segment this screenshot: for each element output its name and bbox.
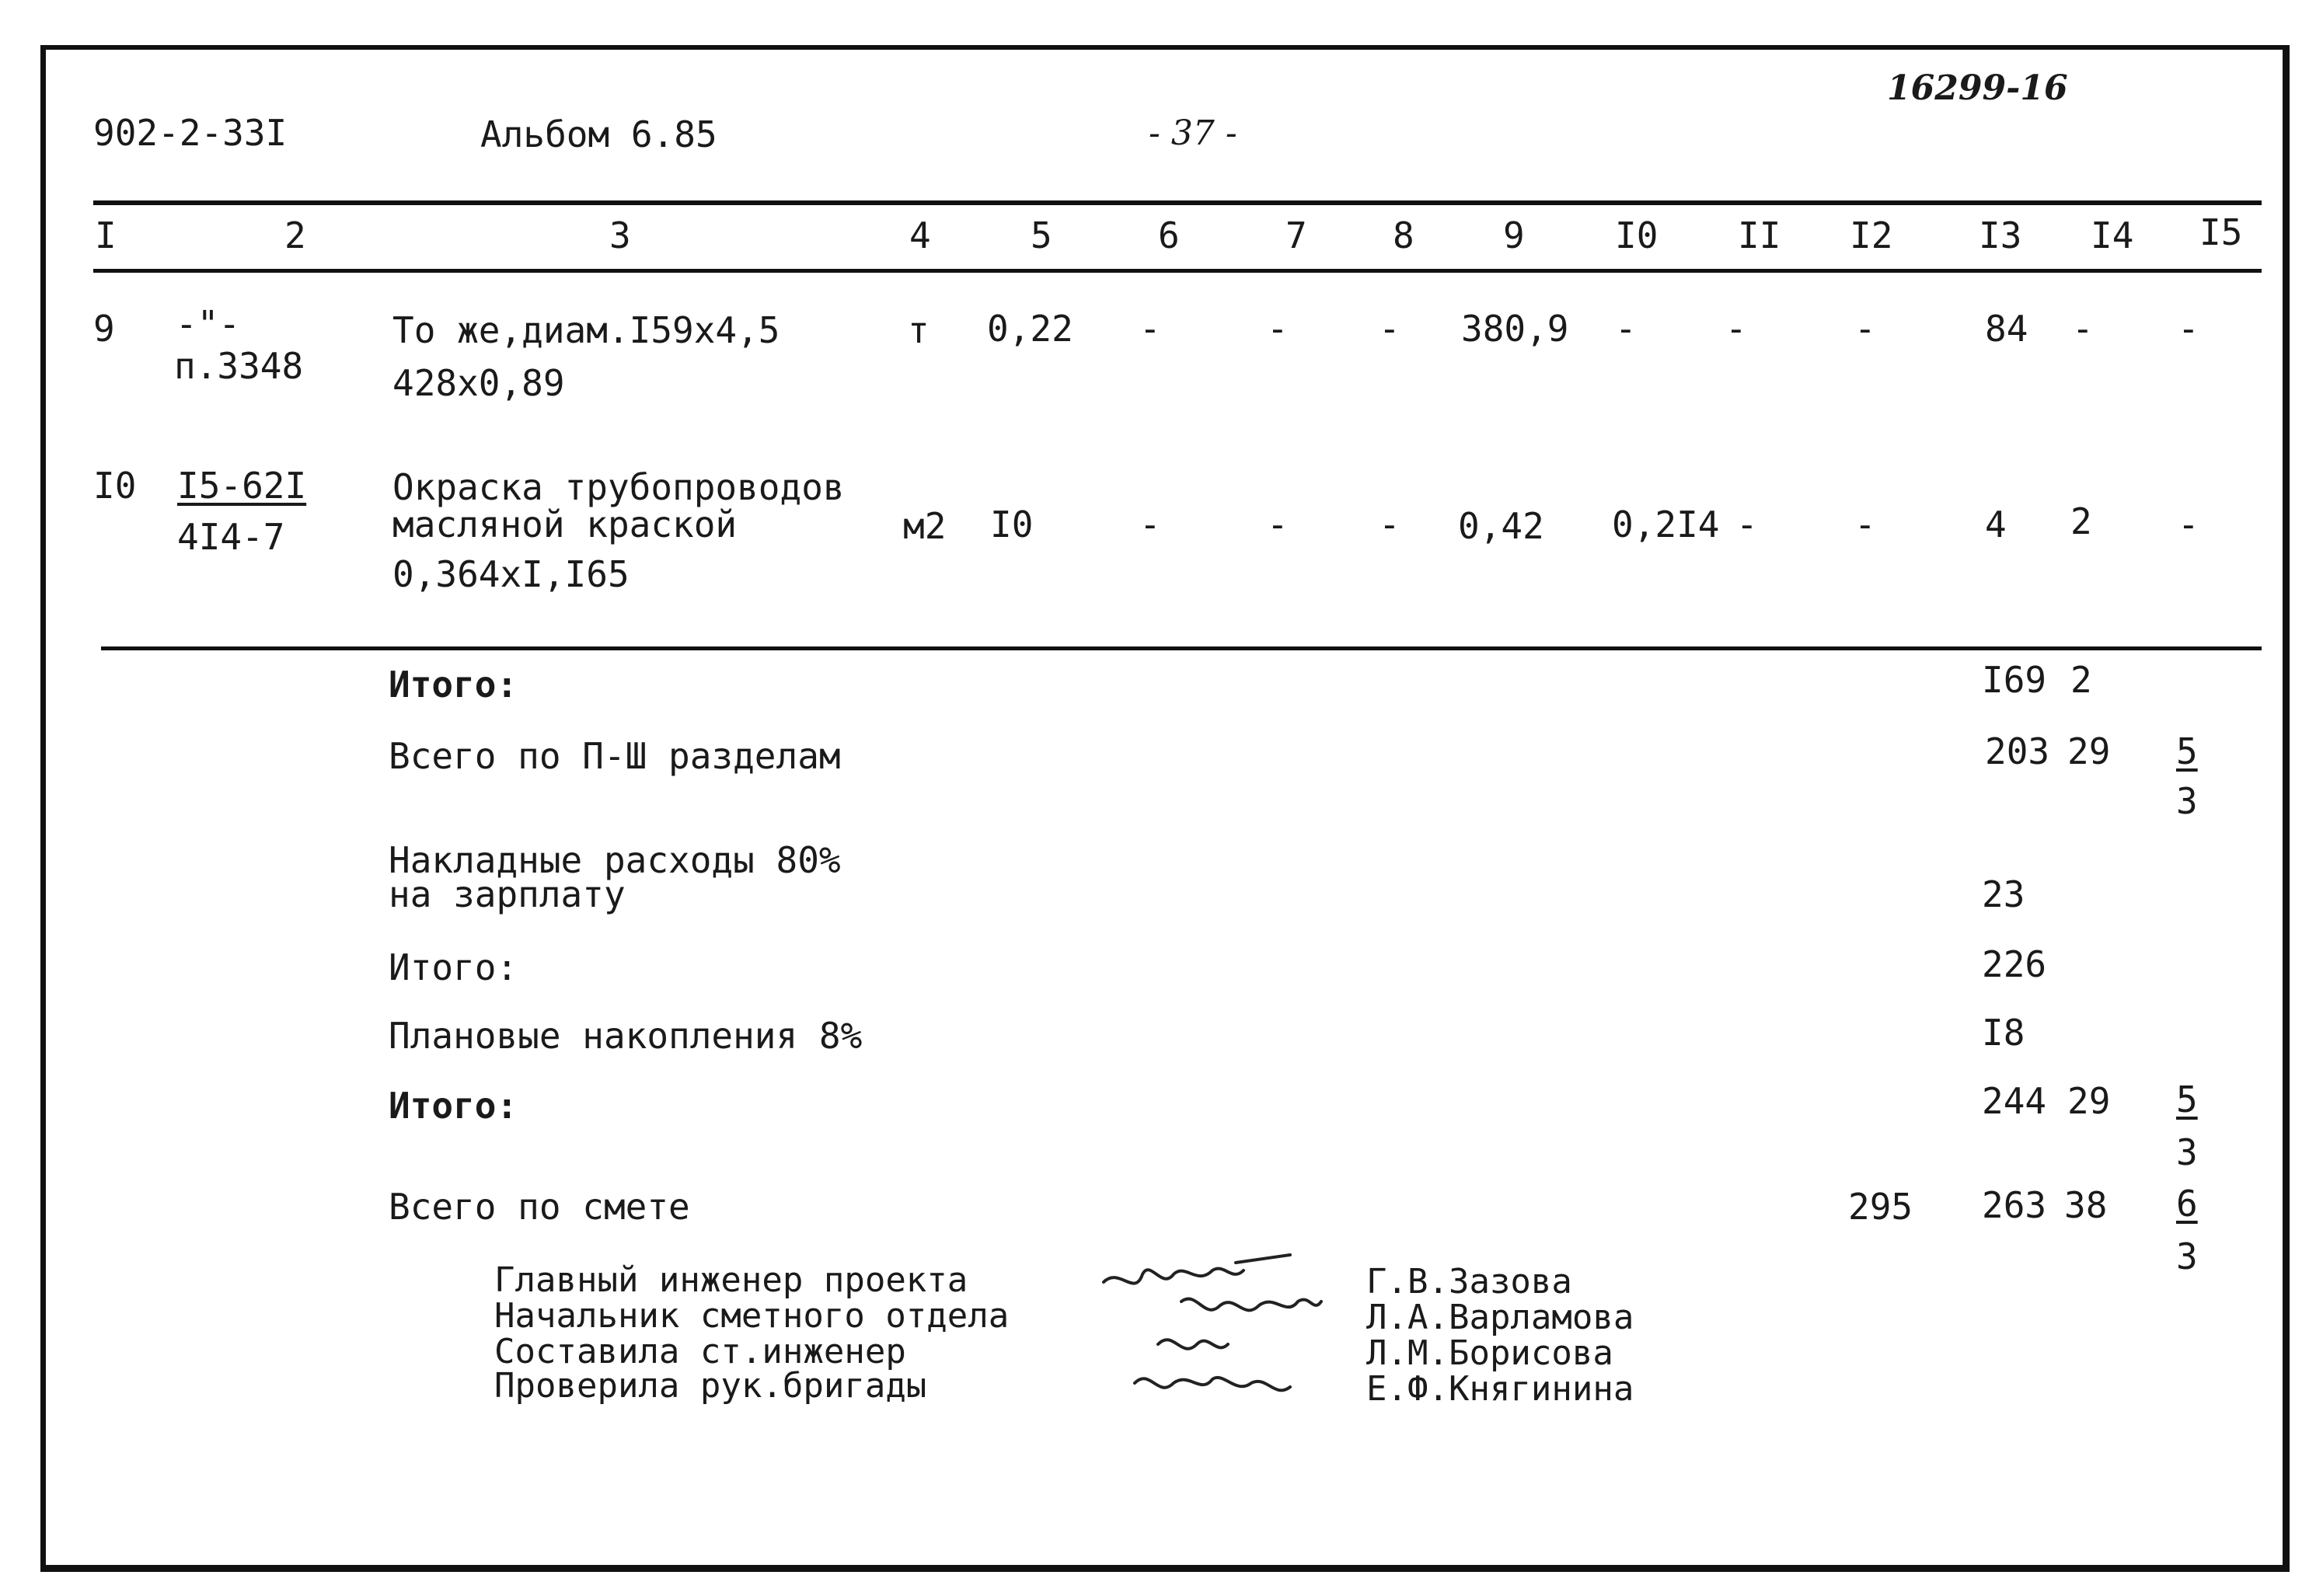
overhead-label-line-2: на зарплату xyxy=(389,873,626,915)
signature-role: Главный инженер проекта xyxy=(494,1260,968,1300)
col-header-1: I xyxy=(95,214,117,256)
planned-savings-c13: I8 xyxy=(1982,1012,2025,1054)
row-c5: 0,22 xyxy=(987,308,1073,350)
total-c13: 244 xyxy=(1982,1080,2047,1122)
total-c14: 29 xyxy=(2067,1080,2111,1122)
signature-name: Е.Ф.Княгинина xyxy=(1366,1369,1634,1409)
col-header-13: I3 xyxy=(1979,214,2022,256)
total-c13: 203 xyxy=(1985,730,2050,772)
total-c14: 2 xyxy=(2070,659,2092,701)
row-desc-line-3: 0,364xI,I65 xyxy=(392,553,630,595)
row-c13: 84 xyxy=(1985,308,2028,350)
col-header-15: I5 xyxy=(2199,211,2243,253)
total-c15-top: 5 xyxy=(2176,730,2198,772)
row-c12: - xyxy=(1854,504,1876,545)
row-c11: - xyxy=(1725,308,1747,350)
row-ref-top: -"- xyxy=(176,303,241,345)
row-c6: - xyxy=(1139,308,1161,350)
total-label: Всего по П-Ш разделам xyxy=(389,735,841,777)
total-c14: 29 xyxy=(2067,730,2111,772)
row-unit: т xyxy=(908,309,930,351)
row-c11: - xyxy=(1736,504,1758,545)
col-header-2: 2 xyxy=(284,214,306,256)
col-header-14: I4 xyxy=(2091,214,2134,256)
row-c12: - xyxy=(1854,308,1876,350)
row-number: I0 xyxy=(93,465,137,507)
grand-total-c15-top: 6 xyxy=(2176,1183,2198,1225)
overhead-label-line-1: Накладные расходы 80% xyxy=(389,839,841,881)
signature-role: Проверила рук.бригады xyxy=(494,1366,927,1406)
signature-role: Составила ст.инженер xyxy=(494,1332,906,1371)
handwritten-number: 16299-16 xyxy=(1887,68,2068,108)
row-c8: - xyxy=(1379,308,1400,350)
signature-name: Л.М.Борисова xyxy=(1366,1333,1613,1373)
totals-rule xyxy=(101,646,2262,650)
total-c15-bottom: 3 xyxy=(2176,1131,2198,1173)
total-c15-top: 5 xyxy=(2176,1079,2198,1120)
row-ref-bottom: 4I4-7 xyxy=(177,516,285,558)
row-number: 9 xyxy=(93,308,115,350)
row-ref-bottom: п.3348 xyxy=(174,345,304,387)
col-header-11: II xyxy=(1738,214,1781,256)
row-c10: 0,2I4 xyxy=(1612,504,1720,545)
total-label: Итого: xyxy=(389,664,518,706)
signature-name: Г.В.Зазова xyxy=(1366,1262,1572,1302)
grand-total-c15-bottom: 3 xyxy=(2176,1235,2198,1277)
header-rule-bottom xyxy=(93,269,2262,273)
row-c13: 4 xyxy=(1985,504,2007,545)
col-header-6: 6 xyxy=(1158,214,1180,256)
col-header-12: I2 xyxy=(1850,214,1893,256)
page-number: - 37 - xyxy=(1149,113,1237,153)
row-c15: - xyxy=(2178,308,2199,350)
grand-total-label: Всего по смете xyxy=(389,1186,690,1228)
planned-savings-label: Плановые накопления 8% xyxy=(389,1015,863,1057)
col-header-5: 5 xyxy=(1031,214,1052,256)
grand-total-c14: 38 xyxy=(2064,1184,2108,1226)
row-desc-line-2: 428x0,89 xyxy=(392,362,565,404)
doc-code: 902-2-33I xyxy=(93,112,288,154)
header-rule-top xyxy=(93,200,2262,205)
total-c13: I69 xyxy=(1982,659,2047,701)
row-ref-top: I5-62I xyxy=(177,465,307,507)
row-c5: I0 xyxy=(990,504,1034,545)
album-title: Альбом 6.85 xyxy=(480,113,717,155)
total-c15-bottom: 3 xyxy=(2176,780,2198,822)
row-desc-line-2: масляной краской xyxy=(392,504,738,545)
row-c9: 0,42 xyxy=(1458,505,1544,547)
col-header-10: I0 xyxy=(1615,214,1659,256)
row-desc-line-1: Окраска трубопроводов xyxy=(392,466,845,508)
total-label: Итого: xyxy=(389,1085,518,1127)
row-unit: м2 xyxy=(903,505,947,547)
overhead-c13: 23 xyxy=(1982,873,2025,915)
col-header-7: 7 xyxy=(1285,214,1307,256)
total-c13: 226 xyxy=(1982,943,2047,985)
col-header-8: 8 xyxy=(1393,214,1414,256)
row-c7: - xyxy=(1267,308,1289,350)
row-c14: - xyxy=(2072,308,2094,350)
row-c10: - xyxy=(1615,308,1637,350)
row-c15: - xyxy=(2178,504,2199,545)
row-c6: - xyxy=(1139,504,1161,545)
row-c7: - xyxy=(1267,504,1289,545)
total-label: Итого: xyxy=(389,946,518,988)
row-c9: 380,9 xyxy=(1461,308,1569,350)
row-c8: - xyxy=(1379,504,1400,545)
signature-name: Л.А.Варламова xyxy=(1366,1298,1634,1337)
grand-total-c12: 295 xyxy=(1848,1186,1913,1228)
row-c14: 2 xyxy=(2070,500,2092,542)
col-header-4: 4 xyxy=(909,214,931,256)
row-desc-line-1: То же,диам.I59x4,5 xyxy=(392,309,780,351)
grand-total-c13: 263 xyxy=(1982,1184,2047,1226)
col-header-3: 3 xyxy=(609,214,631,256)
col-header-9: 9 xyxy=(1503,214,1525,256)
handwritten-signatures xyxy=(1088,1228,1368,1437)
signature-role: Начальник сметного отдела xyxy=(494,1296,1010,1336)
